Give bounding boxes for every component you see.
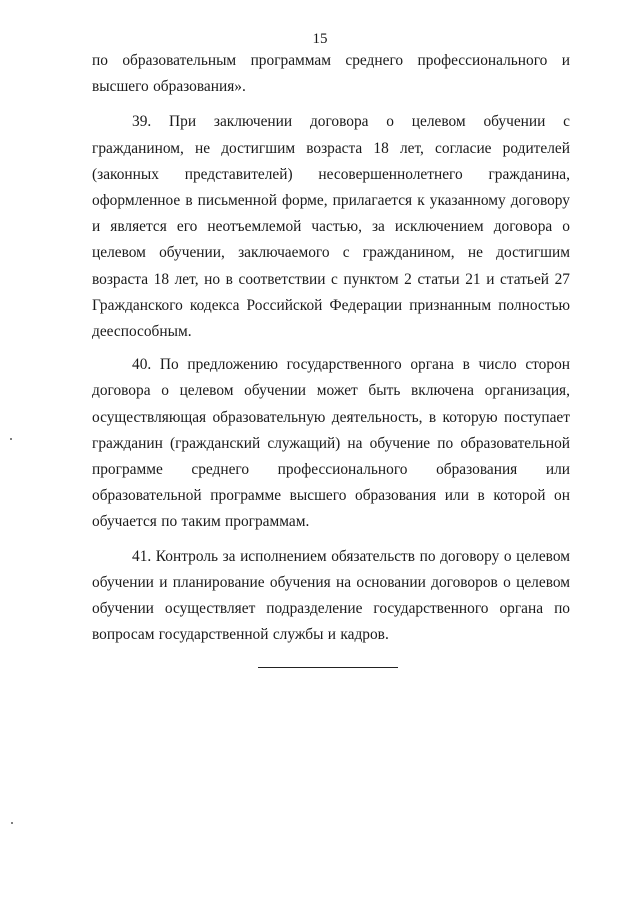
paragraph-continuation: по образовательным программам среднего профессионального и высшего образования». — [92, 52, 570, 96]
scan-speck — [11, 822, 13, 824]
paragraph-item-41: 41. Контроль за исполнением обязательств по договору о целевом обучении и планирование обучения на основании договоров о целевом обучении осуществляет подразделение государственного органа по вопросам государственной службы и кадров. — [92, 547, 570, 644]
page-number: 15 — [312, 31, 328, 47]
document-body — [92, 48, 570, 648]
scan-speck — [10, 438, 12, 440]
paragraph-item-40: 40. По предложению государственного органа в число сторон договора о целевом обучении может быть включена организация, осуществляющая образовательную деятельность, в которую поступает гражданин (гражданский служащий) на обучение по образовательной программе среднего профессионального образования или образовательной программе высшего образования или в которой он обучается по таким программам. — [92, 356, 570, 531]
end-of-document-rule — [258, 667, 398, 668]
paragraph-item-39: 39. При заключении договора о целевом обучении с гражданином, не достигшим возраста 18 лет, согласие родителей (законных представителей) несовершеннолетнего гражданина, оформленное в письменной форме, прилагается к указанному договору и является его неотъемлемой частью, за исключением договора о целевом обучении, заключаемого с гражданином, не достигшим возраста 18 лет, но в соответствии с пунктом 2 статьи 21 и статьей 27 Гражданского кодекса Российской Федерации признанным полностью дееспособным. — [92, 113, 570, 341]
